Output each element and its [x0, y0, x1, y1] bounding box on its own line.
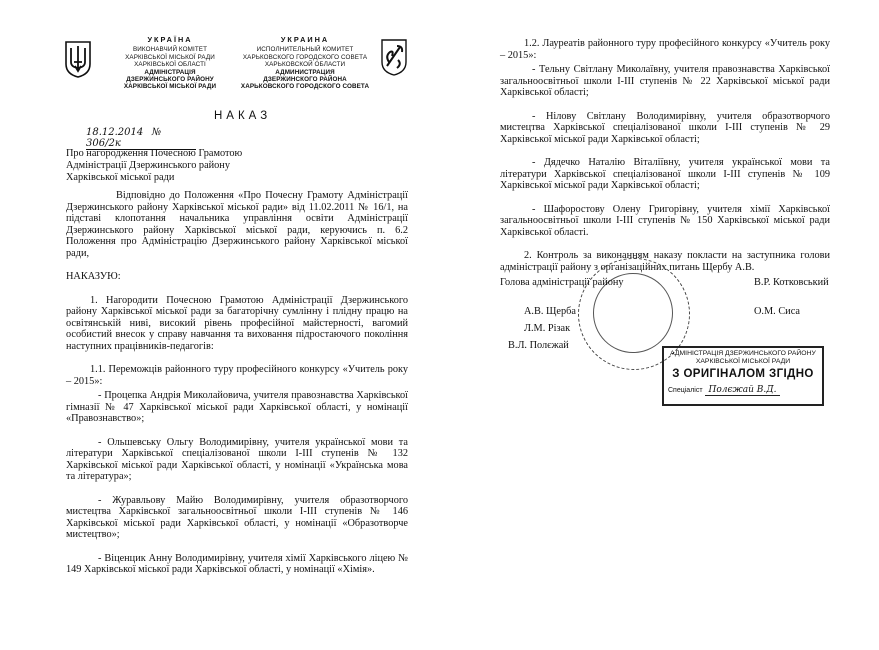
- laureate-item: - Дядечко Наталію Віталіївну, учителя української мови та літератури Харківської спеціалізованої школи І-ІІІ ступенів № 109 Харківської міської ради Харківської області;: [500, 157, 830, 191]
- approver-name: В.Л. Полєжай: [508, 340, 569, 351]
- approver-name: А.В. Щерба: [524, 306, 576, 317]
- trident-emblem-icon: [64, 40, 92, 78]
- header-right-line: ХАРЬКОВСКОГО ГОРОДСКОГО СОВЕТА: [242, 53, 368, 61]
- winner-item: - Віценцик Анну Володимирівну, учителя хімії Харківського ліцею № 149 Харківської міської ради Харківської області, у номінації «Хімія».: [66, 552, 408, 575]
- stamp-line: ХАРКІВСЬКОЇ МІСЬКОЇ РАДИ: [695, 357, 791, 365]
- header-left-line: АДМІНІСТРАЦІЯ: [144, 68, 196, 76]
- winner-item: - Процепка Андрія Миколайовича, учителя правознавства Харківської гімназії № 47 Харківської міської ради Харківської області, у номінації «Правознавство»;: [66, 390, 408, 424]
- certification-stamp: [662, 346, 824, 406]
- header-right-line: ХАРЬКОВСКОЙ ОБЛАСТИ: [264, 61, 346, 69]
- stamp-line: АДМІНІСТРАЦІЯ ДЗЕРЖИНСЬКОГО РАЙОНУ: [670, 350, 816, 357]
- winner-item: - Ольшевську Ольгу Володимирівну, учителя української мови та літератури Харківської спеціалізованої школи І-ІІІ ступенів № 132 Харківської міської ради Харківської області, у номінації «Українська мова та література»;: [66, 436, 408, 482]
- head-title: Голова адміністрації району: [500, 277, 624, 288]
- doc-date-line: [86, 127, 196, 150]
- winner-item: - Журавльову Майю Володимирівну, учителя образотворчого мистецтва Харківської загальноосвітньої школи І-ІІІ ступенів № 146 Харківської міської ради Харківської області, у номінації «Образотворче мистецтво»;: [66, 494, 408, 540]
- header-right-line: ИСПОЛНИТЕЛЬНЫЙ КОМИТЕТ: [256, 46, 354, 54]
- head-name: В.Р. Котковський: [754, 277, 829, 288]
- point-2: 2. Контроль за виконанням наказу покласти на заступника голови адміністрації району з організаційних питань Щербу А.В.: [500, 250, 830, 273]
- header-left: [108, 36, 232, 91]
- approver-name-right: О.М. Сиса: [754, 306, 800, 317]
- header-right-line: ДЗЕРЖИНСКОГО РАЙОНА: [263, 76, 347, 84]
- doc-subject-line: Харківської міської ради: [66, 171, 175, 183]
- stamp-specialist-sign: Полєжай В.Д.: [705, 385, 781, 396]
- header-right-line: ХАРЬКОВСКОГО ГОРОДСКОГО СОВЕТА: [240, 83, 370, 91]
- stamp-specialist-label: Спеціаліст: [668, 387, 703, 395]
- header-left-country: УКРАЇНА: [147, 35, 193, 44]
- approver-name: Л.М. Різак: [524, 323, 571, 334]
- header-right-country: УКРАИНА: [280, 35, 330, 44]
- laureate-item: - Шафоростову Олену Григорівну, учителя хімії Харківської загальноосвітньої школи І-ІІІ ступенів № 150 Харківської міської ради Харківської області.: [500, 203, 830, 238]
- doc-subject-line: Адміністрації Дзержинського району: [66, 159, 230, 171]
- doc-subject: [66, 148, 306, 183]
- doc-title: НАКАЗ: [214, 110, 272, 122]
- doc-date: 18.12.2014: [86, 127, 144, 138]
- header-right-line: АДМИНИСТРАЦИЯ: [275, 68, 335, 76]
- header-left-line: ХАРКІВСЬКОЇ ОБЛАСТІ: [134, 61, 206, 69]
- laureate-item: - Тельну Світлану Миколаївну, учителя правознавства Харківської загальноосвітньої школи І-ІІІ ступенів № 22 Харківської міської ради Харківської області;: [500, 64, 830, 98]
- header-left-line: ХАРКІВСЬКОЇ МІСЬКОЇ РАДИ: [125, 53, 215, 61]
- order-word: НАКАЗУЮ:: [66, 271, 121, 282]
- point-1-2: 1.2. Лауреатів районного туру професійного конкурсу «Учитель року – 2015»:: [500, 38, 830, 61]
- header-right: [240, 36, 370, 91]
- stamp-specialist-row: [668, 385, 818, 395]
- header-left-line: ДЗЕРЖИНСЬКОГО РАЙОНУ: [126, 76, 214, 84]
- header-left-line: ВИКОНАВЧИЙ КОМІТЕТ: [132, 46, 208, 54]
- left-column-body: [66, 190, 408, 576]
- laureate-item: - Нілову Світлану Володимирівну, учителя образотворчого мистецтва Харківської спеціалізованої школи І-ІІІ ступенів № 29 Харківської міської ради Харківської області;: [500, 110, 830, 145]
- doc-number: № 306/2к: [86, 127, 162, 149]
- doc-intro: Відповідно до Положення «Про Почесну Грамоту Адміністрації Дзержинського району Харківської міської ради» від 11.02.2011 № 16/1, на підставі клопотання начальника управління освіти Адміністрації Дзержинського району Харківської міської ради, керуючись п. 6.2 Положення про Адміністрацію Дзержинського району Харківської міської ради,: [66, 190, 408, 259]
- point-1: 1. Нагородити Почесною Грамотою Адміністрації Дзержинського району Харківської міської ради за багаторічну сумлінну і плідну працю на освітянській ниві, високий рівень професійної майстерності, вагомий особистий внесок у справу навчання та виховання підростаючого покоління наступних працівників-педагогів:: [66, 294, 408, 352]
- doc-subject-line: Про нагородження Почесною Грамотою: [66, 148, 243, 159]
- right-column-body: [500, 38, 830, 273]
- stamp-main: З ОРИГІНАЛОМ ЗГІДНО: [672, 368, 814, 381]
- header-left-line: ХАРКІВСЬКОЇ МІСЬКОЇ РАДИ: [123, 83, 217, 91]
- point-1-1: 1.1. Переможців районного туру професійного конкурсу «Учитель року – 2015»:: [66, 364, 408, 387]
- kharkiv-emblem-icon: [380, 38, 408, 76]
